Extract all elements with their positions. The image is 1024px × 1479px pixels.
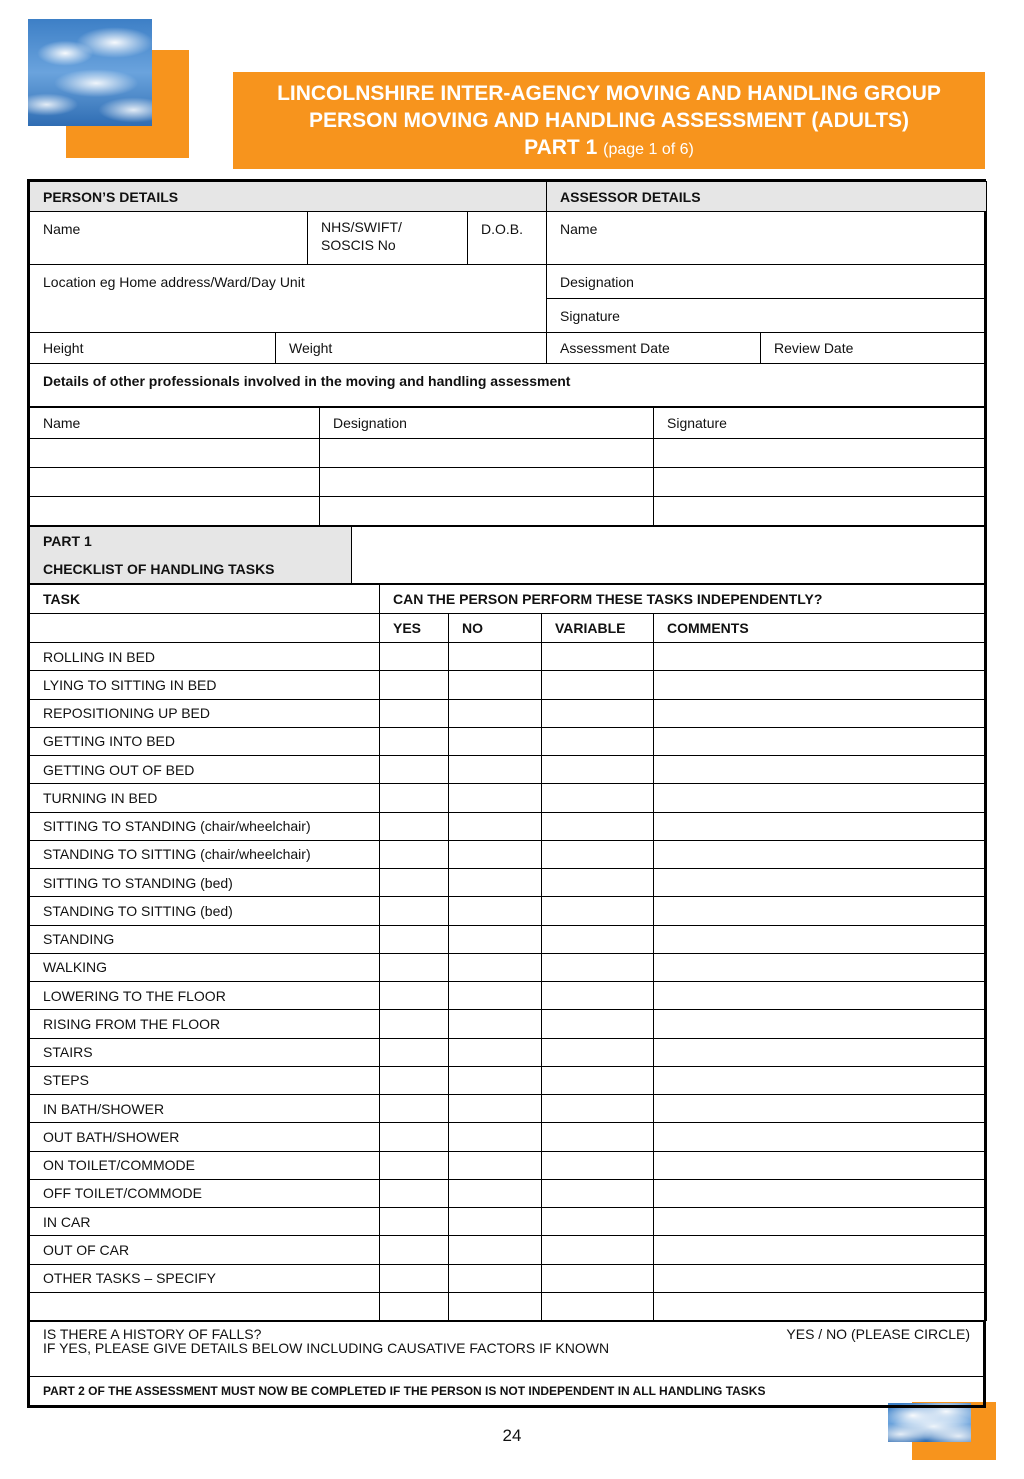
task-rows [30,643,987,1321]
no-column-header: NO [449,614,542,643]
task-comments-cell[interactable] [654,1151,987,1179]
assessor-details-heading: ASSESSOR DETAILS [547,182,987,212]
task-no-cell[interactable] [449,1292,542,1320]
task-comments-cell[interactable] [654,812,987,840]
professional-signature-header: Signature [654,408,987,439]
task-yes-cell[interactable] [380,784,449,812]
task-variable-cell[interactable] [542,1208,654,1236]
task-yes-cell[interactable] [380,1095,449,1123]
task-row [30,1292,987,1320]
task-row [30,925,987,953]
task-no-cell[interactable] [449,671,542,699]
task-row [30,1010,987,1038]
task-label: LOWERING TO THE FLOOR [30,982,380,1010]
task-yes-cell[interactable] [380,756,449,784]
task-no-cell[interactable] [449,699,542,727]
task-yes-cell[interactable] [380,982,449,1010]
task-yes-cell[interactable] [380,699,449,727]
task-no-cell[interactable] [449,1066,542,1094]
task-row [30,840,987,868]
task-no-cell[interactable] [449,1179,542,1207]
task-variable-cell[interactable] [542,756,654,784]
task-label: SITTING TO STANDING (chair/wheelchair) [30,812,380,840]
header-line-1: LINCOLNSHIRE INTER-AGENCY MOVING AND HANDLING GROUP [277,82,941,105]
location-field[interactable]: Location eg Home address/Ward/Day Unit [30,265,547,333]
falls-question-cell[interactable] [30,1322,984,1377]
professional-signature-cell[interactable] [654,468,987,497]
professional-name-cell[interactable] [30,497,320,526]
task-row [30,756,987,784]
task-row [30,1095,987,1123]
task-variable-cell[interactable] [542,671,654,699]
comments-column-header: COMMENTS [654,614,987,643]
task-yes-cell[interactable] [380,840,449,868]
task-row [30,671,987,699]
task-label: ROLLING IN BED [30,643,380,671]
task-row [30,1236,987,1264]
task-variable-cell[interactable] [542,1123,654,1151]
task-yes-cell[interactable] [380,1010,449,1038]
checklist-title: CHECKLIST OF HANDLING TASKS [43,561,275,577]
checklist-title-spacer [352,527,987,584]
task-row [30,1208,987,1236]
task-variable-cell[interactable] [542,953,654,981]
task-label: STEPS [30,1066,380,1094]
task-row [30,1066,987,1094]
task-row [30,897,987,925]
task-label: WALKING [30,953,380,981]
task-variable-cell[interactable] [542,1264,654,1292]
task-comments-cell[interactable] [654,1208,987,1236]
task-variable-cell[interactable] [542,727,654,755]
task-variable-cell[interactable] [542,1095,654,1123]
checklist-title-cell [30,527,352,584]
header-page-range: (page 1 of 6) [603,141,694,158]
task-variable-cell[interactable] [542,840,654,868]
task-no-cell[interactable] [449,1095,542,1123]
task-comments-cell[interactable] [654,699,987,727]
task-row [30,1264,987,1292]
task-comments-cell[interactable] [654,1066,987,1094]
professional-name-cell[interactable] [30,439,320,468]
task-variable-cell[interactable] [542,699,654,727]
task-label: LYING TO SITTING IN BED [30,671,380,699]
task-label [30,1292,380,1320]
task-yes-cell[interactable] [380,1179,449,1207]
task-row [30,699,987,727]
other-professionals-heading: Details of other professionals involved in the moving and handling assessment [30,364,987,407]
task-comments-cell[interactable] [654,1123,987,1151]
task-comments-cell[interactable] [654,925,987,953]
assessment-form [27,179,986,1408]
task-no-cell[interactable] [449,812,542,840]
falls-question-row [43,1327,970,1341]
task-comments-cell[interactable] [654,1292,987,1320]
review-date-field[interactable]: Review Date [761,333,987,364]
task-variable-cell[interactable] [542,869,654,897]
task-label: ON TOILET/COMMODE [30,1151,380,1179]
task-comments-cell[interactable] [654,1179,987,1207]
task-label: GETTING INTO BED [30,727,380,755]
assessment-date-field[interactable]: Assessment Date [547,333,761,364]
task-row [30,1151,987,1179]
task-no-cell[interactable] [449,1264,542,1292]
task-no-cell[interactable] [449,1236,542,1264]
task-no-cell[interactable] [449,1038,542,1066]
task-label: OUT OF CAR [30,1236,380,1264]
task-comments-cell[interactable] [654,953,987,981]
assessor-name-field[interactable]: Name [547,212,987,265]
nhs-label-line-1: NHS/SWIFT/ [321,219,402,235]
professional-designation-cell[interactable] [320,439,654,468]
task-label: STANDING [30,925,380,953]
task-no-cell[interactable] [449,756,542,784]
task-yes-cell[interactable] [380,1264,449,1292]
task-variable-cell[interactable] [542,1151,654,1179]
task-yes-cell[interactable] [380,1038,449,1066]
professional-signature-cell[interactable] [654,497,987,526]
task-no-cell[interactable] [449,897,542,925]
task-yes-cell[interactable] [380,671,449,699]
task-row [30,869,987,897]
header-line-3 [233,134,985,164]
checklist-part: PART 1 [43,533,92,549]
task-comments-cell[interactable] [654,840,987,868]
task-comments-cell[interactable] [654,727,987,755]
task-no-cell[interactable] [449,840,542,868]
task-row [30,1179,987,1207]
task-yes-cell[interactable] [380,1236,449,1264]
task-no-cell[interactable] [449,1208,542,1236]
task-comments-cell[interactable] [654,671,987,699]
assessor-signature-field[interactable]: Signature [547,299,987,333]
task-label: OUT BATH/SHOWER [30,1123,380,1151]
task-label: TURNING IN BED [30,784,380,812]
falls-details-instruction: IF YES, PLEASE GIVE DETAILS BELOW INCLUDING CAUSATIVE FACTORS IF KNOWN [43,1340,610,1356]
task-row [30,1123,987,1151]
task-label: SITTING TO STANDING (bed) [30,869,380,897]
professional-designation-cell[interactable] [320,468,654,497]
task-yes-cell[interactable] [380,1292,449,1320]
header-part: PART 1 [524,136,598,159]
task-yes-cell[interactable] [380,953,449,981]
task-variable-cell[interactable] [542,643,654,671]
nhs-label-line-2: SOSCIS No [321,237,396,253]
falls-table [29,1321,984,1406]
task-comments-cell[interactable] [654,1038,987,1066]
task-yes-cell[interactable] [380,643,449,671]
task-row [30,643,987,671]
task-comments-cell[interactable] [654,1095,987,1123]
task-variable-cell[interactable] [542,784,654,812]
persons-details-heading: PERSON’S DETAILS [30,182,547,212]
professional-name-cell[interactable] [30,468,320,497]
task-no-cell[interactable] [449,1123,542,1151]
professionals-table [29,407,987,526]
task-no-cell[interactable] [449,953,542,981]
task-subheader-blank [30,614,380,643]
task-no-cell[interactable] [449,643,542,671]
variable-column-header: VARIABLE [542,614,654,643]
details-table [29,181,987,407]
task-no-cell[interactable] [449,1151,542,1179]
task-comments-cell[interactable] [654,784,987,812]
task-comments-cell[interactable] [654,869,987,897]
header-banner [233,72,985,169]
task-row [30,784,987,812]
task-label: STANDING TO SITTING (chair/wheelchair) [30,840,380,868]
height-field[interactable]: Height [30,333,276,364]
task-no-cell[interactable] [449,727,542,755]
task-no-cell[interactable] [449,784,542,812]
task-variable-cell[interactable] [542,1292,654,1320]
task-label: GETTING OUT OF BED [30,756,380,784]
task-comments-cell[interactable] [654,1236,987,1264]
task-label: IN CAR [30,1208,380,1236]
task-no-cell[interactable] [449,925,542,953]
independence-question-header: CAN THE PERSON PERFORM THESE TASKS INDEPENDENTLY? [380,585,987,614]
task-variable-cell[interactable] [542,812,654,840]
task-row [30,1038,987,1066]
task-comments-cell[interactable] [654,1264,987,1292]
assessor-designation-field[interactable]: Designation [547,265,987,299]
sky-logo-image [28,19,152,126]
professional-name-header: Name [30,408,320,439]
task-variable-cell[interactable] [542,1010,654,1038]
task-row [30,812,987,840]
task-row [30,727,987,755]
task-no-cell[interactable] [449,982,542,1010]
task-label: STAIRS [30,1038,380,1066]
task-label: STANDING TO SITTING (bed) [30,897,380,925]
task-label: IN BATH/SHOWER [30,1095,380,1123]
task-no-cell[interactable] [449,869,542,897]
part2-instruction: PART 2 OF THE ASSESSMENT MUST NOW BE COMPLETED IF THE PERSON IS NOT INDEPENDENT IN ALL HANDLING TASKS [30,1377,984,1406]
page-number: 24 [502,1426,522,1445]
task-yes-cell[interactable] [380,925,449,953]
task-yes-cell[interactable] [380,869,449,897]
task-label: OTHER TASKS – SPECIFY [30,1264,380,1292]
falls-question: IS THERE A HISTORY OF FALLS? [43,1326,262,1342]
falls-yes-no[interactable]: YES / NO (PLEASE CIRCLE) [786,1326,970,1342]
task-yes-cell[interactable] [380,897,449,925]
task-comments-cell[interactable] [654,643,987,671]
task-variable-cell[interactable] [542,982,654,1010]
task-variable-cell[interactable] [542,1066,654,1094]
task-variable-cell[interactable] [542,925,654,953]
task-row [30,953,987,981]
task-variable-cell[interactable] [542,1236,654,1264]
task-comments-cell[interactable] [654,897,987,925]
task-variable-cell[interactable] [542,1038,654,1066]
task-yes-cell[interactable] [380,1123,449,1151]
professional-designation-cell[interactable] [320,497,654,526]
task-yes-cell[interactable] [380,727,449,755]
task-variable-cell[interactable] [542,897,654,925]
tasks-table [29,584,987,1321]
professional-signature-cell[interactable] [654,439,987,468]
task-yes-cell[interactable] [380,812,449,840]
task-label: OFF TOILET/COMMODE [30,1179,380,1207]
header-line-2: PERSON MOVING AND HANDLING ASSESSMENT (ADULTS) [308,109,910,132]
weight-field[interactable]: Weight [276,333,547,364]
task-comments-cell[interactable] [654,756,987,784]
person-name-field[interactable]: Name [30,212,308,265]
professional-designation-header: Designation [320,408,654,439]
task-comments-cell[interactable] [654,982,987,1010]
task-yes-cell[interactable] [380,1066,449,1094]
task-comments-cell[interactable] [654,1010,987,1038]
task-column-header: TASK [30,585,380,614]
task-label: RISING FROM THE FLOOR [30,1010,380,1038]
task-row [30,982,987,1010]
checklist-table [29,526,987,584]
task-no-cell[interactable] [449,1010,542,1038]
nhs-number-field[interactable] [308,212,468,265]
task-variable-cell[interactable] [542,1179,654,1207]
task-label: REPOSITIONING UP BED [30,699,380,727]
yes-column-header: YES [380,614,449,643]
task-yes-cell[interactable] [380,1208,449,1236]
dob-field[interactable]: D.O.B. [468,212,547,265]
task-yes-cell[interactable] [380,1151,449,1179]
